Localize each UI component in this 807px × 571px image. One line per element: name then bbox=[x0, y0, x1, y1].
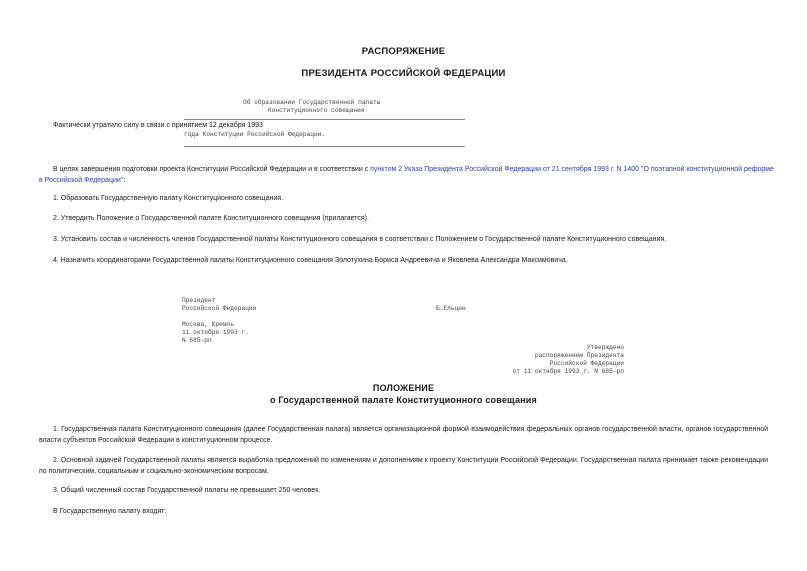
approval-line-4: от 11 октября 1993 г. N 685-рп bbox=[512, 368, 624, 375]
item-2: 2. Утвердить Положение о Государственной палате Конституционного совещания (прилагается). bbox=[53, 215, 369, 222]
approval-line-2: распоряжением Президента bbox=[534, 352, 624, 359]
regulation-paragraph-4: В Государственную палату входят: bbox=[53, 508, 167, 515]
decree-1400-link[interactable]: пунктом 2 Указа Президента Российской Федерации от 21 сентября 1993 г. N 1400 "О поэтапной конституционной реформе в Российской Федерации" bbox=[39, 166, 775, 184]
subject-line-2: Конституционного совещания bbox=[268, 107, 365, 114]
approval-line-3: Российской Федерации bbox=[549, 360, 624, 367]
rule-bottom bbox=[184, 146, 465, 147]
lost-force-note: Фактически утратило силу в связи с принятием 12 декабря 1993 bbox=[53, 122, 263, 129]
rule-top bbox=[184, 119, 465, 120]
regulation-title: ПОЛОЖЕНИЕ bbox=[372, 383, 435, 393]
approval-line-1: Утверждено bbox=[586, 344, 624, 351]
lost-force-note-cont: года Конституции Российской Федерации. bbox=[184, 131, 326, 138]
regulation-paragraph-3: 3. Общий численный состав Государственной палаты не превышает 250 человек. bbox=[53, 487, 321, 494]
regulation-paragraph-1: 1. Государственная палата Конституционного совещания (далее Государственная палата) является организационной формой взаимодействия федеральных органов государственной власти, органов государственной власти субъектов Российской Федерации в конституционном процессе. bbox=[39, 426, 768, 444]
preamble bbox=[39, 165, 774, 186]
regulation-paragraph-2: 2. Основной задачей Государственной палаты является выработка предложений по изменениям и дополнениям к проекту Конституции Российской Федерации. Государственная палата принимает также рекомендации по политическим, социальным и социально-экономическим вопросам. bbox=[39, 457, 768, 475]
signer-role-1: Президент bbox=[182, 297, 216, 304]
item-1: 1. Образовать Государственную палату Конституционного совещания. bbox=[53, 195, 283, 202]
regulation-subtitle: о Государственной палате Конституционного совещания bbox=[270, 395, 537, 405]
item-3: 3. Установить состав и численность членов Государственной палаты Конституционного совещания в соответствии с Положением о Государственной палате Конституционного совещания. bbox=[53, 236, 667, 243]
document-subtitle: ПРЕЗИДЕНТА РОССИЙСКОЙ ФЕДЕРАЦИИ bbox=[301, 68, 506, 79]
item-4: 4. Назначить координаторами Государственной палаты Конституционного совещания Золотухина Бориса Андреевича и Яковлева Александра Максимовича. bbox=[53, 257, 568, 264]
signing-place: Москва, Кремль bbox=[182, 321, 234, 328]
document-number: N 685-рп bbox=[182, 337, 212, 344]
preamble-text: В целях завершения подготовки проекта Конституции Российской Федерации и в соответствии с bbox=[53, 166, 371, 173]
signing-date: 11 октября 1993 г. bbox=[182, 329, 249, 336]
signer-role-2: Российской Федерации bbox=[182, 305, 257, 312]
subject-line-1: Об образовании Государственной палаты bbox=[243, 99, 381, 106]
signer-name: Б.Ельцин bbox=[436, 305, 466, 312]
preamble-end: : bbox=[123, 176, 126, 184]
document-title: РАСПОРЯЖЕНИЕ bbox=[361, 46, 446, 57]
